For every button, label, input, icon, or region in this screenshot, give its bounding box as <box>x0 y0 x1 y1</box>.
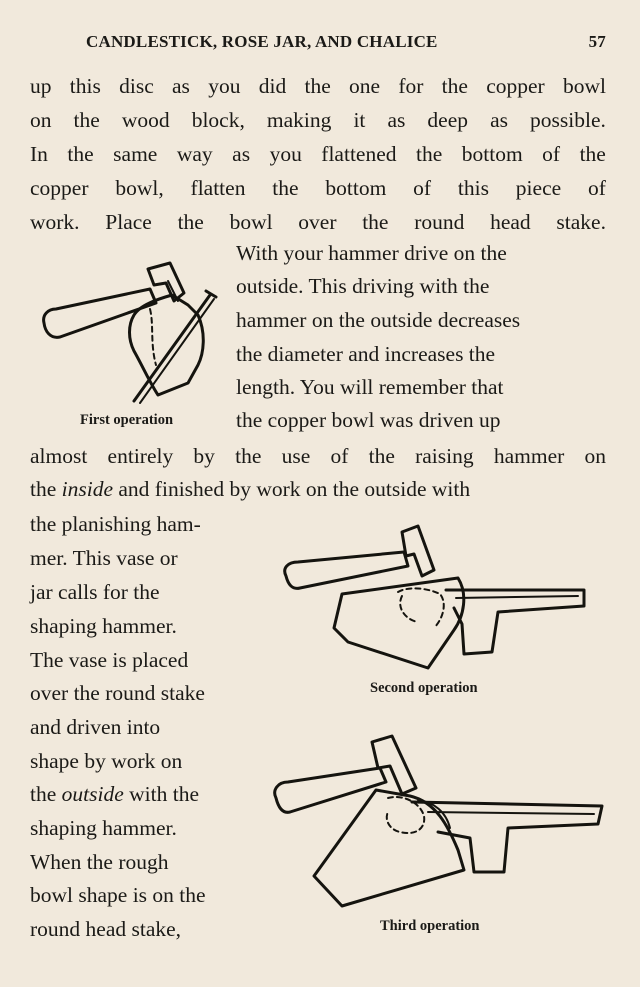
first-operation-caption: First operation <box>80 412 174 428</box>
text-line: the diameter and increases the <box>236 342 496 366</box>
text-line: With your hammer drive on the <box>236 241 507 265</box>
text-line: the outside with the <box>30 782 200 806</box>
text-line: up this disc as you did the one for the copper bowl <box>30 74 606 98</box>
chapter-title: CANDLESTICK, ROSE JAR, AND CHALICE <box>86 32 438 51</box>
third-operation-illustration <box>268 732 608 914</box>
text-line: In the same way as you flattened the bottom of the <box>30 142 606 166</box>
page-number: 57 <box>588 32 606 51</box>
emphasis-text: outside <box>61 782 124 806</box>
text-line: almost entirely by the use of the raising hammer on <box>30 444 606 468</box>
text-line: mer. This vase or <box>30 546 178 570</box>
text-line: shape by work on <box>30 749 183 773</box>
text-line: on the wood block, making it as deep as possible. <box>30 108 606 132</box>
text-line: length. You will remember that <box>236 375 504 399</box>
emphasis-text: inside <box>61 477 114 501</box>
text-line: jar calls for the <box>30 580 160 604</box>
text-line: shaping hammer. <box>30 614 177 638</box>
text-line: the copper bowl was driven up <box>236 408 501 432</box>
text-line: copper bowl, flatten the bottom of this piece of <box>30 176 606 200</box>
text-line: over the round stake <box>30 681 205 705</box>
text-line: round head stake, <box>30 917 182 941</box>
text-line: work. Place the bowl over the round head stake. <box>30 210 606 234</box>
text-line: The vase is placed <box>30 648 189 672</box>
text-line: shaping hammer. <box>30 816 177 840</box>
second-operation-illustration <box>278 524 590 670</box>
first-operation-illustration <box>38 255 223 405</box>
second-operation-caption: Second operation <box>370 680 478 696</box>
text-line: the planishing ham- <box>30 512 201 536</box>
text-line: outside. This driving with the <box>236 274 490 298</box>
text-line: bowl shape is on the <box>30 883 206 907</box>
text-line: and driven into <box>30 715 161 739</box>
text-line: hammer on the outside decreases <box>236 308 521 332</box>
text-line: When the rough <box>30 850 169 874</box>
text-line: the inside and finished by work on the outside with <box>30 477 471 501</box>
third-operation-caption: Third operation <box>380 918 480 934</box>
